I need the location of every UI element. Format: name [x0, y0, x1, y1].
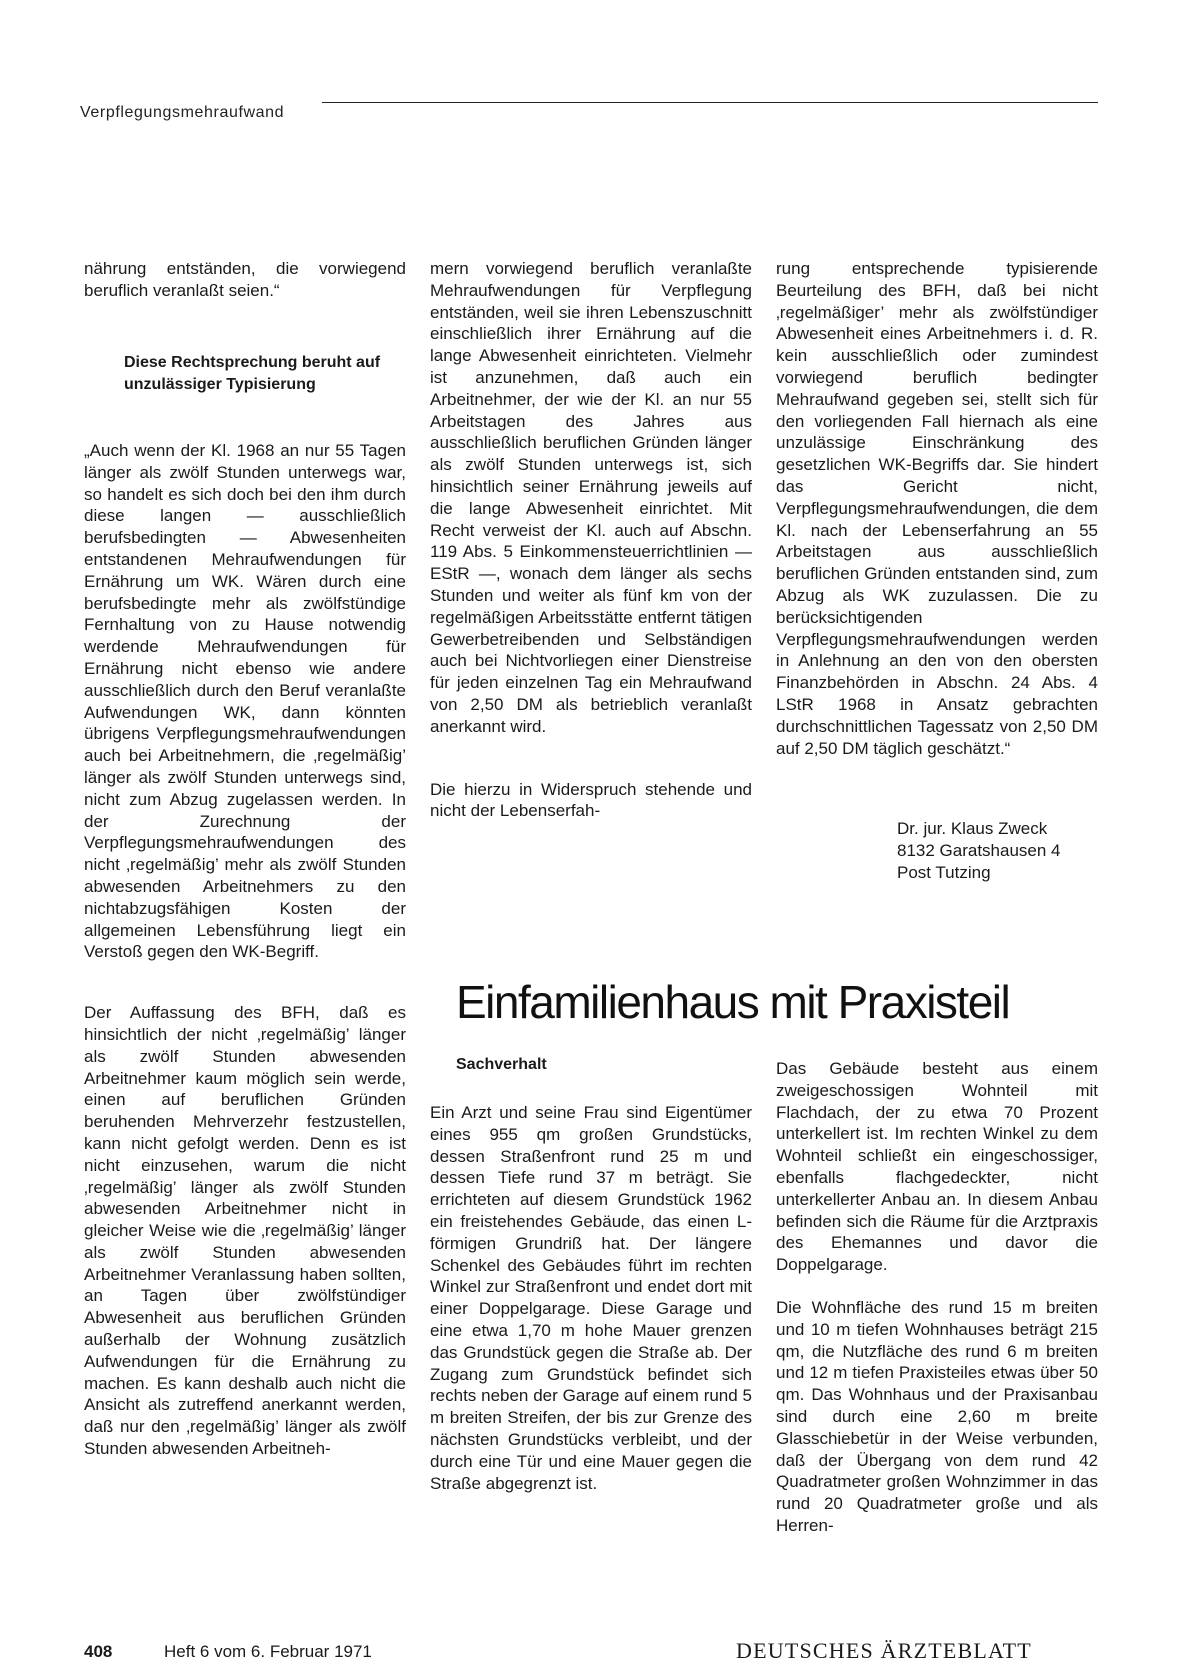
paragraph: Das Gebäude besteht aus einem zweigeschossigen Wohnteil mit Flachdach, der zu etwa 70 Prozent unterkellert ist. Im rechten Winkel zu dem Wohnteil schließt ein eingeschossiger, ebenfalls flachgedeckter, nicht unterkellerter Anbau an. In diesem Anbau befinden sich die Räume für die Arztpraxis des Ehemannes und davor die Doppelgarage.: [776, 1059, 1098, 1275]
paragraph: nährung entständen, die vorwiegend beruflich veranlaßt seien.“: [84, 259, 406, 300]
paragraph: mern vorwiegend beruflich veranlaßte Mehraufwendungen für Verpflegung entständen, weil sie ihren Lebenszuschnitt einschließlich ihrer Ernährung auf die lange Abwesenheit einrichteten. Vielmehr ist anzunehmen, daß auch ein Arbeitnehmer, der wie der Kl. an nur 55 Arbeitstagen des Jahres aus ausschließlich beruflichen Gründen länger als zwölf Stunden unterwegs ist, sich hinsichtlich seiner Ernährung jeweils auf die lange Abwesenheit einrichtet. Mit Recht verweist der Kl. auch auf Abschn. 119 Abs. 5 Einkommensteuerrichtlinien — EStR —, wonach dem länger als sechs Stunden und weiter als fünf km von der regelmäßigen Arbeitsstätte entfernt tätigen Gewerbetreibenden und Selbständigen auch bei Nichtvorliegen einer Dienstreise für jeden einzelnen Tag ein Mehraufwand von 2,50 DM als betrieblich veranlaßt anerkannt wird.: [430, 259, 752, 736]
issue-info: Heft 6 vom 6. Februar 1971: [164, 1642, 372, 1661]
header-rule: [322, 102, 1098, 103]
article2-column-3: [776, 1058, 1098, 1537]
paragraph: Der Auffassung des BFH, daß es hinsichtlich der nicht ‚regelmäßig’ länger als zwölf Stunden abwesenden Arbeitnehmer kaum möglich sein werde, einen auf beruflichen Gründen beruhenden Mehrverzehr festzustellen, kann nicht gefolgt werden. Denn es ist nicht einzusehen, warum die nicht ‚regelmäßig’ länger als zwölf Stunden abwesenden Arbeitnehmer nicht in gleicher Weise wie die ‚regelmäßig’ länger als zwölf Stunden abwesenden Arbeitnehmer Veranlassung haben sollten, an Tagen über zwölfstündiger Abwesenheit aus beruflichen Gründen außerhalb der Wohnung zusätzlich Aufwendungen für die Ernährung zu machen. Es kann deshalb auch nicht die Ansicht als zutreffend anerkannt werden, daß nur den ‚regelmäßig’ länger als zwölf Stunden abwesenden Arbeitneh-: [84, 1003, 406, 1459]
author-post: Post Tutzing: [897, 863, 991, 882]
running-title: Verpflegungsmehraufwand: [80, 104, 285, 121]
paragraph: „Auch wenn der Kl. 1968 an nur 55 Tagen länger als zwölf Stunden unterwegs war, so handelt es sich doch bei den ihm durch diese langen — ausschließlich berufsbedingten — Abwesenheiten entstandenen Mehraufwendungen für Ernährung um WK. Wären durch eine berufsbedingte mehr als zwölfstündige Fernhaltung von zu Hause notwendig werdende Mehraufwendungen für Ernährung nicht ebenso wie andere ausschließlich durch den Beruf veranlaßte Aufwendungen WK, dann könnten übrigens Verpflegungsmehraufwendungen auch bei Arbeitnehmern, die ‚regelmäßig’ länger als zwölf Stunden unterwegs sind, nicht zum Abzug zugelassen werden. In der Zurechnung der Verpflegungsmehraufwendungen des nicht ‚regelmäßig’ mehr als zwölf Stunden abwesenden Arbeitnehmers zu den nichtabzugsfähigen Kosten der allgemeinen Lebensführung liegt ein Verstoß gegen den WK-Begriff.: [84, 441, 406, 962]
article1-column-1-body: [84, 440, 406, 1460]
page-number: 408: [84, 1642, 113, 1661]
author-signature: [897, 818, 1061, 884]
author-name: Dr. jur. Klaus Zweck: [897, 819, 1048, 838]
journal-name: DEUTSCHES ÄRZTEBLATT: [736, 1638, 1032, 1663]
article1-column-2: [430, 258, 752, 822]
paragraph: Die Wohnfläche des rund 15 m breiten und 10 m tiefen Wohnhauses beträgt 215 qm, die Nutzfläche des rund 6 m breiten und 12 m tiefen Praxisteiles etwas über 50 qm. Das Wohnhaus und der Praxisanbau sind durch eine 2,60 m breite Glasschiebetür in der Weise verbunden, daß der Übergang von dem rund 42 Quadratmeter großen Wohnzimmer in das rund 20 Quadratmeter große und als Herren-: [776, 1297, 1098, 1535]
article1-subheading: Diese Rechtsprechung beruht auf unzulässiger Typisierung: [124, 354, 381, 393]
author-address: 8132 Garatshausen 4: [897, 841, 1061, 860]
article1-column-1: [84, 258, 406, 341]
paragraph: Die hierzu in Widerspruch stehende und nicht der Lebenserfah-: [430, 779, 752, 821]
article2-column-2: [430, 1102, 752, 1494]
article1-column-3: [776, 258, 1098, 759]
section-label: Sachverhalt: [456, 1056, 547, 1073]
paragraph: rung entsprechende typisierende Beurteilung des BFH, daß bei nicht ‚regelmäßiger’ mehr als zwölfstündiger Abwesenheit eines Arbeitnehmers i. d. R. kein ausschließlich oder zumindest vorwiegend beruflich bedingter Mehraufwand gegeben sei, stellt sich für den vorliegenden Fall hiernach als eine unzulässige Einschränkung des gesetzlichen WK-Begriffs dar. Sie hindert das Gericht nicht, Verpflegungsmehraufwendungen, die dem Kl. nach der Lebenserfahrung an 55 Arbeitstagen aus ausschließlich beruflichen Gründen entstanden sind, zum Abzug als WK zuzulassen. Die zu berücksichtigenden Verpflegungsmehraufwendungen werden in Anlehnung an den von den obersten Finanzbehörden in Abschn. 24 Abs. 4 LStR 1968 in Ansatz gebrachten durchschnittlichen Tagessatz von 2,50 DM auf 2,50 DM täglich geschätzt.“: [776, 259, 1098, 758]
article2-title: Einfamilienhaus mit Praxisteil: [456, 976, 1010, 1028]
paragraph: Ein Arzt und seine Frau sind Eigentümer eines 955 qm großen Grundstücks, dessen Straßenfront rund 25 m und dessen Tiefe rund 37 m beträgt. Sie errichteten auf diesem Grundstück 1962 ein freistehendes Gebäude, das einen L-förmigen Grundriß hat. Der längere Schenkel des Gebäudes führt im rechten Winkel zur Straßenfront und endet dort mit einer Doppelgarage. Diese Garage und eine etwa 1,70 m hohe Mauer grenzen das Grundstück gegen die Straße ab. Der Zugang zum Grundstück befindet sich rechts neben der Garage auf einem rund 5 m breiten Streifen, der bis zur Grenze des nächsten Grundstücks verbleibt, und der durch eine Tür und eine Mauer gegen die Straße abgegrenzt ist.: [430, 1103, 752, 1493]
